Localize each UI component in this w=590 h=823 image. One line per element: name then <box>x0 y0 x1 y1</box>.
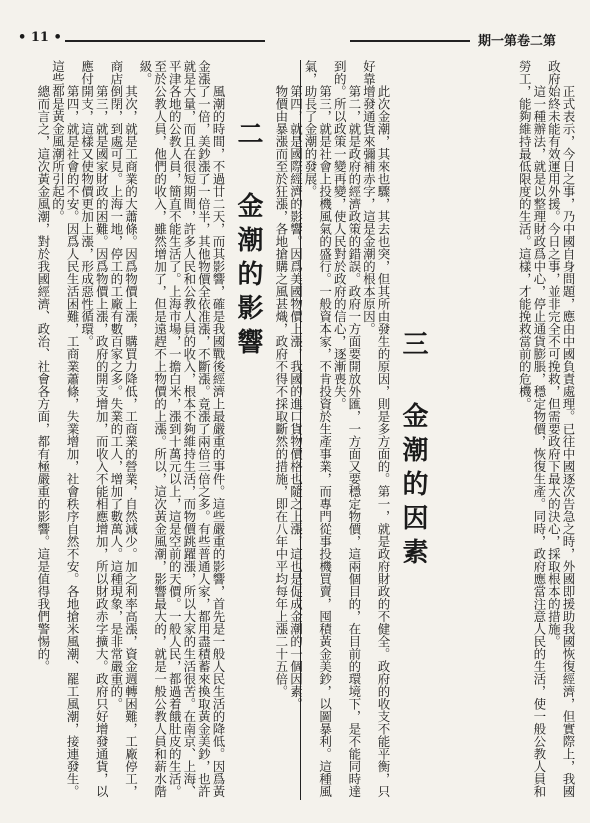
left-paragraph: 總而言之，這次黃金風潮，對於我國經濟、政治、社會各方面，都有極嚴重的影響。這是值得我們警惕的。 <box>35 85 51 673</box>
right-paragraph: 第四，就是國際經濟的影響。因爲美國物價上漲，我國的進口貨物價格也隨之上漲，這也是促成金潮的一個因素。 <box>288 85 304 710</box>
header-rule-left <box>65 40 265 42</box>
right-intro-paragraph: 這一種辦法，就是以整理財政爲中心，停止通貨膨脹，穩定物價，恢復生產。同時，政府應當注意人民的生活，使一般公教人員和勞工，能夠維持最低限度的生活。這樣，才能挽救當前的危機。 <box>517 60 547 798</box>
right-intro-paragraph: 正式表示，今日之事，乃中國自身問題，應由中國負責處理。已往中國逐次告急之時，外國即援助我國恢復經濟，但實際上，我國政府始終未能有效運用外援。今日之事，並非完全不可挽救，但需要政府下最大的決心，採取根本的措施。 <box>546 60 576 798</box>
left-paragraph: 風潮的時間，不過廿二天，而其影響，確是我國戰後經濟上最嚴重的事件。這些嚴重的影響，首先是一般人民生活的降低。因爲黃金漲了一倍，美鈔漲了一倍半，其他物價全依准漲，不斷漲。竟漲了兩倍三倍之多。有些普通人家，都用盡積蓄來換取黃金美鈔，也許就是大量，而且在很短期間，許多人民和公教人員的收入，根本不夠維持生活，而物價跳躍漲，所以大家的生活很苦。在南京、上海、平津各地的公教人員，簡直不能生活了。上海市場，一擔白米，漲到十萬元以上，這是空前的天價。一般人民，都過着餓肚皮的生活。至於公教人員，他們的收入，雖然增加了，但是遠趕不上物價的上漲。所以，這次黃金風潮，影響最大的，就是一般公教人員和薪水階級。 <box>138 60 226 798</box>
right-paragraph: 第三，就是社會上投機風氣的盛行。一般資本家，不肯投資於生產事業，而專門從事投機買賣，囤積黃金美鈔，以圖暴利。這種風氣，助長了金潮的發展。 <box>303 60 333 798</box>
left-paragraph: 其次，就是工商業的大蕭條。因爲物價上漲，購買力降低，工商業的營業，自然減少。加之利率高漲，資金週轉困難，工廠停工，商店倒閉，到處可見。上海一地，停工的工廠有數百家之多。失業的工人，增加了數萬人。這種現象，是非常嚴重的。 <box>108 60 139 798</box>
right-article-intro <box>435 60 575 800</box>
right-article-body <box>273 60 391 800</box>
left-article-body <box>20 60 225 800</box>
header-rule-right <box>350 40 470 42</box>
right-paragraph: 此次金潮，其來也驟，其去也突，但其所由發生的原因，則是多方面的。第一，就是政府財政的不健全。政府的收支不能平衡，只好靠增發通貨來彌補赤字，這是金潮的根本原因。 <box>361 60 391 798</box>
page-number: • 11 • <box>18 30 62 45</box>
left-paragraph: 第三，就是國家財政的困難。因爲物價上漲，政府的開支增加，而收入不能相應增加，所以財政赤字擴大。政府只好增發通貨，以應付開支，這樣又使物價更加上漲，形成惡性循環。 <box>79 60 110 798</box>
section-heading-two: 二 金潮的影響 <box>233 120 263 362</box>
issue-label: 期一第卷二第 <box>478 34 557 49</box>
right-closing: 物價由暴漲而至於狂漲，各地搶購之風甚熾，政府不得不採取斷然的措施，即在八年中平均每年上漲二十五倍。 <box>273 85 289 698</box>
right-paragraph: 第二，就是政府的經濟政策的錯誤。政府一方面要開放外匯，一方面又要穩定物價，這兩個目的，在目前的環境下，是不能同時達到的。所以政策一變再變，使人民對於政府的信心，逐漸喪失。 <box>332 60 362 798</box>
left-paragraph: 第四，就是社會的不安。因爲人民生活困難，工商業蕭條，失業增加，社會秩序自然不安。各地搶米風潮、罷工風潮，接連發生。這些都是黃金風潮所引起的。 <box>50 60 81 798</box>
section-heading-three: 三 金潮的因素 <box>398 330 428 572</box>
